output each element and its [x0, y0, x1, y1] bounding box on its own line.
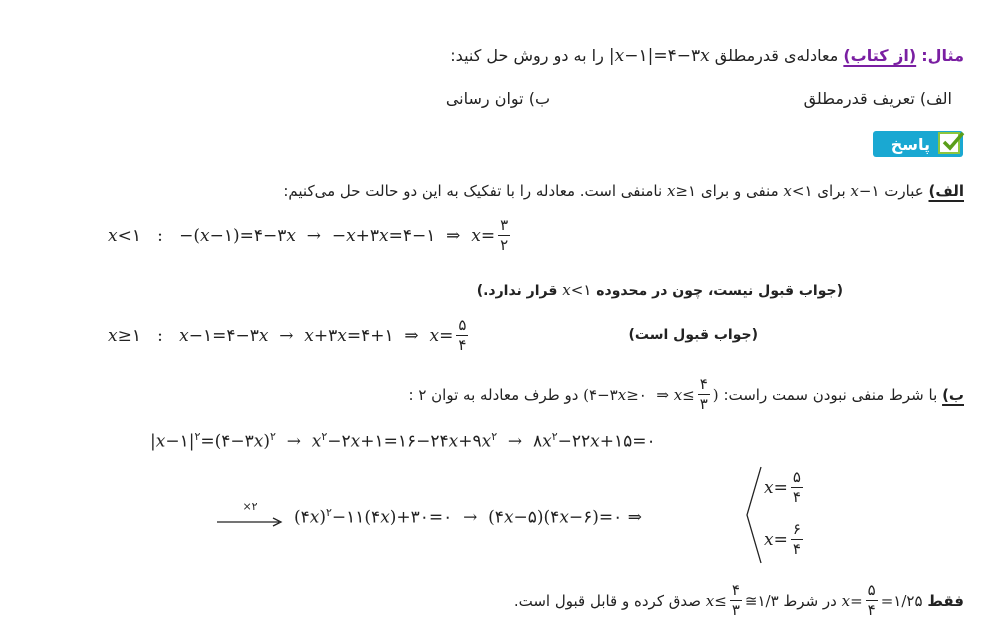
case2-equation: x≥۱ : x−۱=۴−۳x → x+۳x=۴+۱ ⇒ x= $\frac{۵}{۴}$ — [108, 316, 467, 354]
final-condition: x ≤ $\frac{۴}{۳}$ ≅۱/۳ — [705, 581, 779, 619]
part-a-text-3: منفی و برای — [700, 182, 779, 200]
part-a-text-1: عبارت — [884, 182, 924, 200]
part-a-text — [283, 182, 964, 200]
long-right-arrow-icon — [215, 517, 285, 527]
part-b-condition: (۴−۳ x ≥۰ ⇒ x ≤ $\frac{۴}{۳}$ ) — [583, 375, 719, 413]
case1-equation: x<۱ : −(x−۱)=۴−۳x → −x+۳x=۴−۱ ⇒ x= $\frac{۳}{۲}$ — [108, 216, 509, 254]
left-brace-icon — [743, 465, 763, 565]
final-text-1: فقط — [927, 591, 964, 610]
part-b-text-1: با شرط منفی نبودن سمت راست: — [723, 385, 938, 404]
question-equation: |x−۱|=۴−۳x — [608, 46, 710, 66]
factored-equation: (۴x)$^۲$−۱۱(۴x)+۳۰=۰ → (۴x−۵)(۴x−۶)=۰ ⇒ — [294, 506, 642, 528]
final-value: x = $\frac{۵}{۴}$ =۱/۲۵ — [841, 581, 923, 619]
final-text-3: صدق کرده و قابل قبول است. — [513, 591, 701, 610]
example-label: مثال: — [921, 46, 964, 65]
part-b-label: ب) — [942, 385, 964, 404]
part-b-text — [409, 377, 965, 412]
final-text-2: در شرط — [783, 591, 837, 610]
solution-1: x= $\frac{۵}{۴}$ — [764, 468, 801, 506]
part-b-text-2: دو طرف معادله به توان ۲ : — [408, 385, 579, 404]
example-header — [450, 46, 964, 66]
part-a-label: الف) — [928, 182, 964, 200]
option-b: ب) توان رسانی — [445, 89, 550, 108]
case1-note — [477, 281, 843, 299]
answer-badge-label: پاسخ — [890, 134, 930, 154]
multiplier-arrow — [215, 502, 285, 532]
final-line — [514, 583, 964, 618]
part-a-text-2: برای — [817, 182, 846, 200]
multiplier-label: ×۲ — [242, 500, 258, 513]
question-tail: را به دو روش حل کنید: — [450, 46, 604, 65]
question-text: معادله‌ی قدرمطلق — [714, 46, 839, 65]
solution-2: x= $\frac{۶}{۴}$ — [764, 520, 801, 558]
part-a-expr-1: x−۱ — [850, 182, 880, 200]
answer-badge — [873, 131, 963, 157]
case1-note-tail: قرار ندارد.) — [476, 283, 558, 299]
part-a-expr-3: x≥۱ — [666, 182, 697, 200]
part-a-text-4: نامنفی است. معادله را با تفکیک به این دو حالت حل می‌کنیم: — [283, 182, 663, 200]
case2-note: (جواب قبول است) — [628, 327, 758, 343]
case1-note-text: (جواب قبول نیست، چون در محدوده — [596, 283, 843, 299]
option-a: الف) تعریف قدرمطلق — [803, 89, 952, 108]
part-a-expr-2: x<۱ — [783, 182, 813, 200]
squared-equation: $|x-۱|^۲=(۴-۳x)^۲$ → $x^۲-۲x+۱=۱۶-۲۴x+۹x^۲$ → $۸x^۲-۲۲x+۱۵=۰$ — [150, 430, 656, 452]
check-icon — [938, 132, 960, 154]
case1-note-expr: x<۱ — [562, 281, 592, 299]
example-source: (از کتاب) — [843, 46, 917, 65]
